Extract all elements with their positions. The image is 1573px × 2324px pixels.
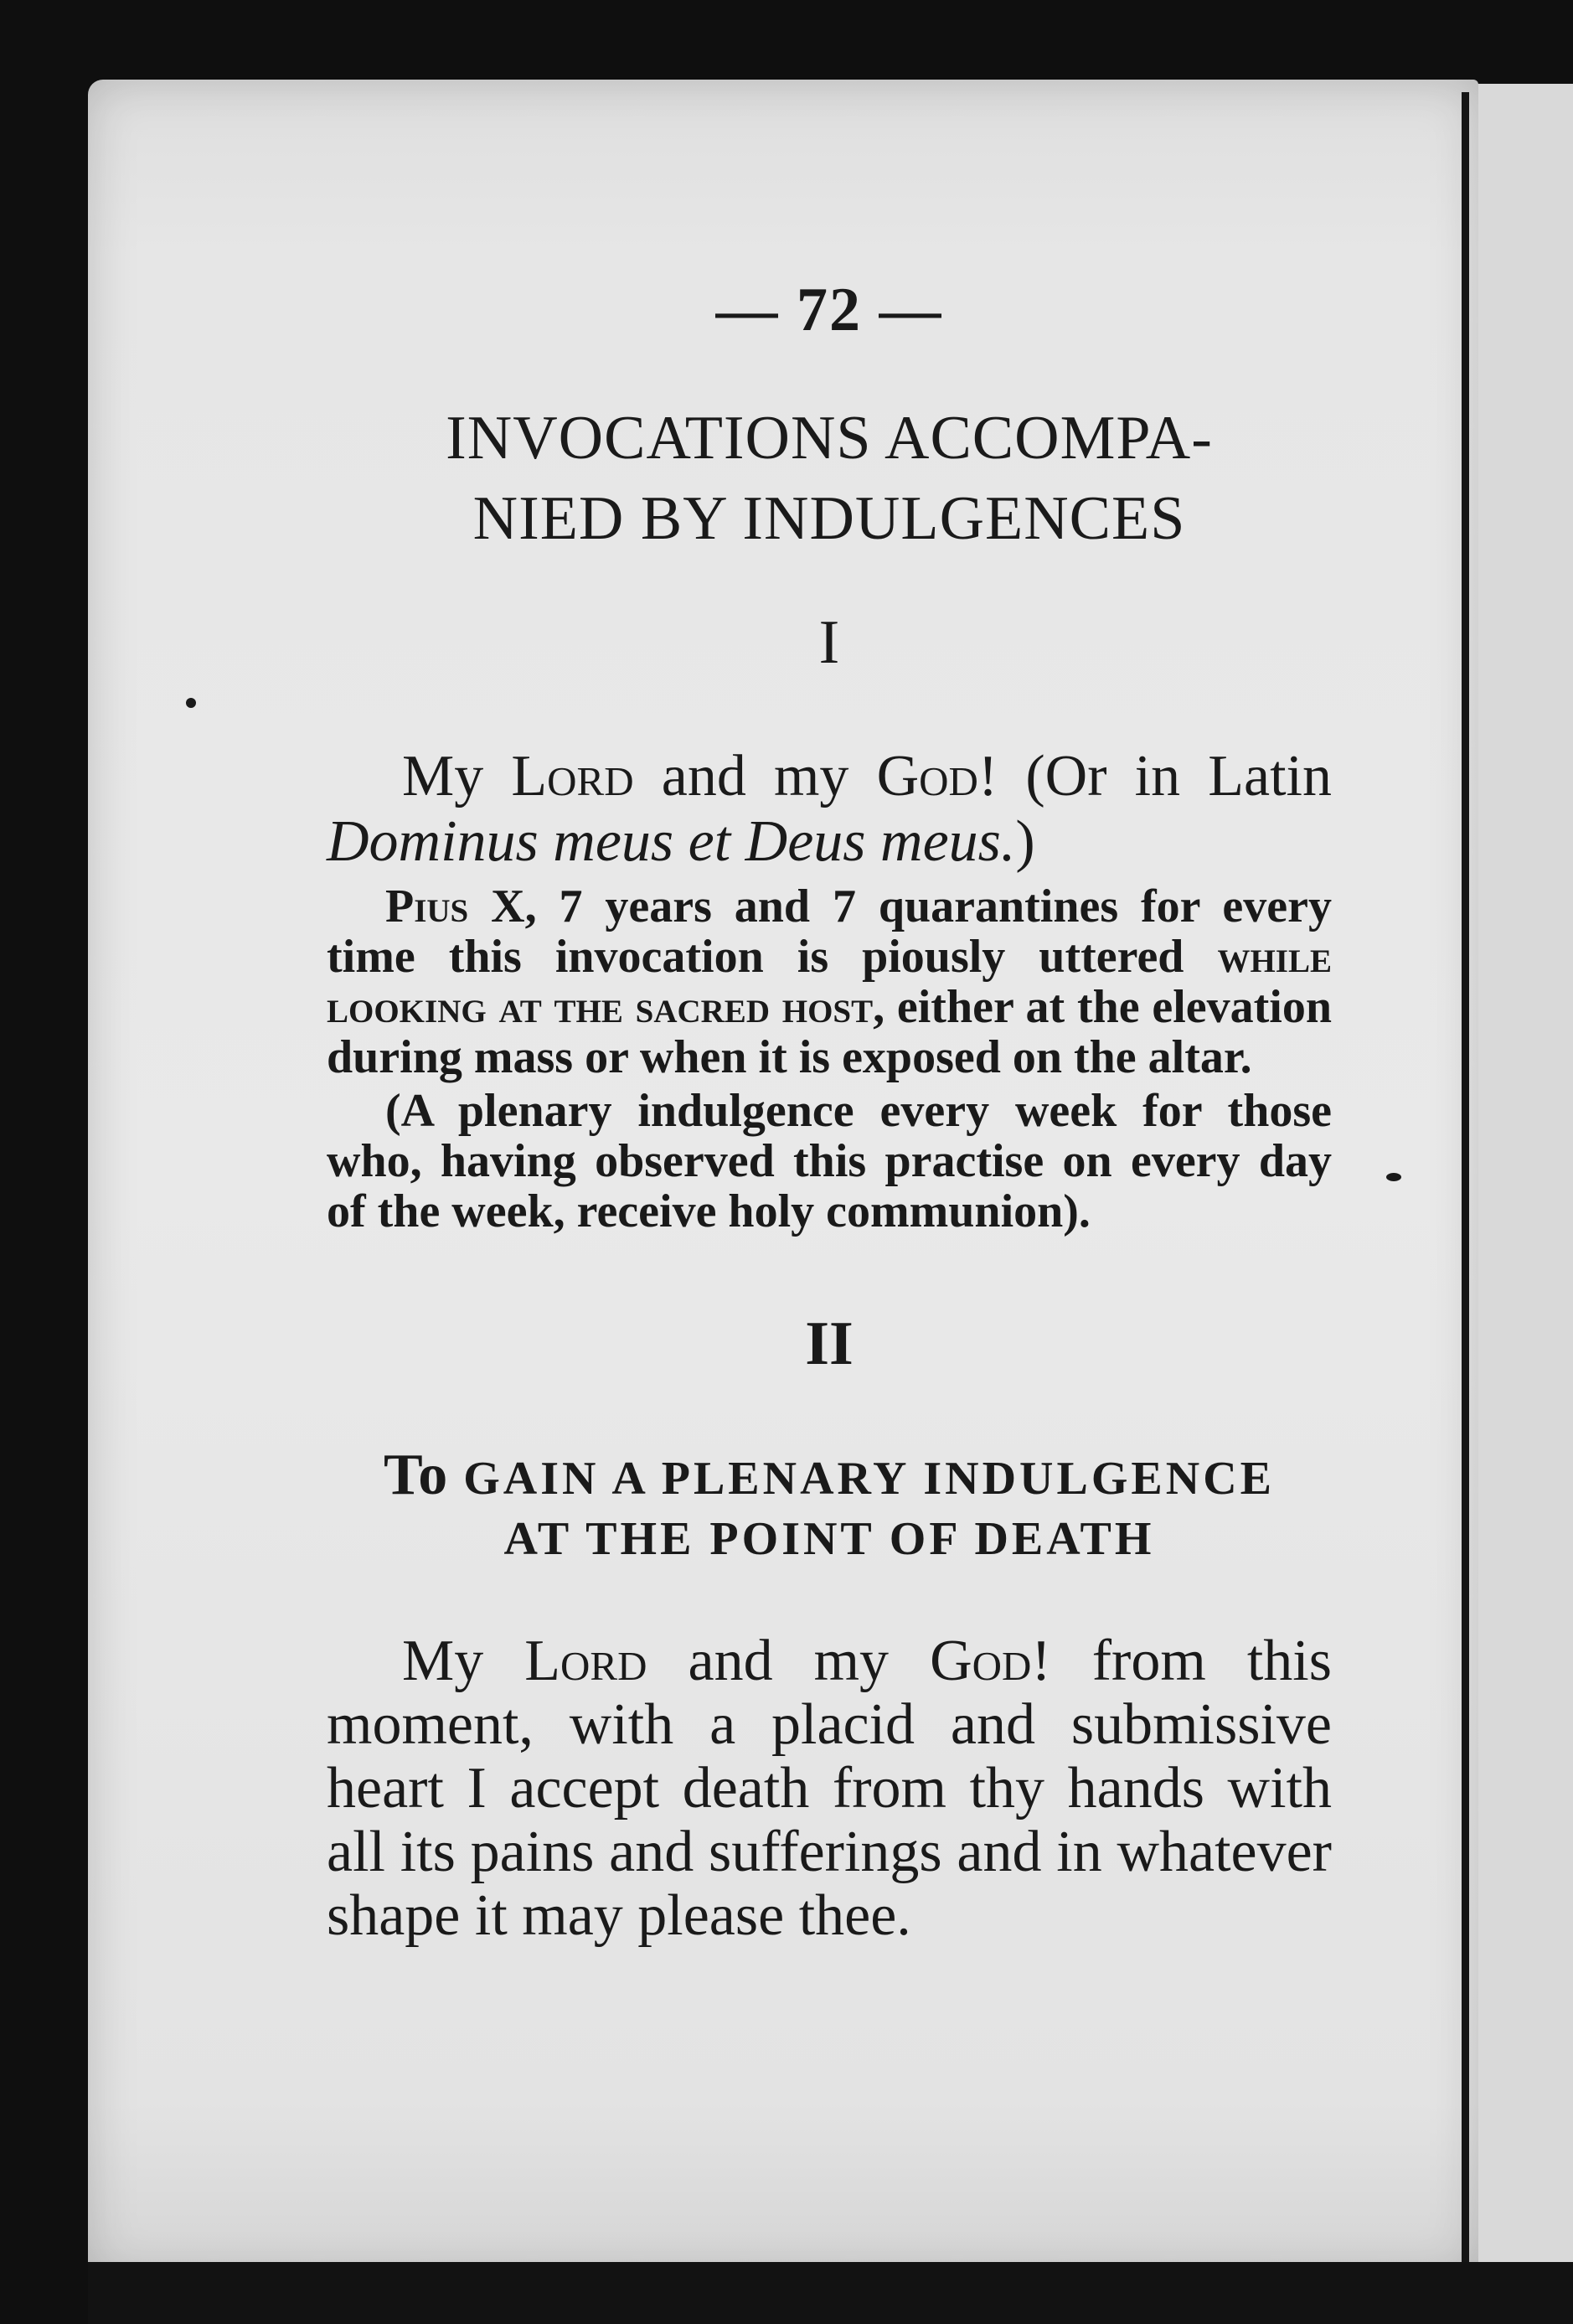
prayer-text: and my bbox=[633, 744, 877, 808]
page-content bbox=[327, 251, 1332, 1948]
scan-bottom-edge bbox=[88, 2262, 1573, 2324]
prayer-text: ! (Or in Latin bbox=[977, 744, 1332, 808]
prayer-text: My bbox=[402, 1629, 525, 1693]
prayer-text: My bbox=[402, 744, 512, 808]
heading-first-word: To bbox=[383, 1443, 449, 1507]
invocation-2 bbox=[327, 1629, 1332, 1948]
indulgence-note-1 bbox=[327, 881, 1332, 1082]
lord-text: Lord bbox=[524, 1629, 647, 1693]
note-caps-text: while looking at the sacred host bbox=[327, 931, 1332, 1033]
page-number: — 72 — bbox=[715, 276, 943, 344]
latin-text: Dominus meus et Deus meus. bbox=[327, 809, 1016, 874]
title-line-1: INVOCATIONS ACCOMPA- bbox=[446, 404, 1213, 473]
facing-page-edge bbox=[1472, 84, 1573, 2279]
invocation-1 bbox=[327, 744, 1332, 875]
note-text: X, 7 years and 7 quarantines for every time this invocation is piously uttered bbox=[327, 881, 1332, 983]
pius-text: Pius bbox=[385, 881, 469, 932]
page-title bbox=[327, 398, 1332, 559]
prayer-text: ) bbox=[1015, 809, 1035, 874]
section-heading-2 bbox=[327, 1445, 1332, 1569]
note-text: , either at the elevation during mass or when it is exposed on the altar. bbox=[327, 981, 1332, 1083]
lord-text: Lord bbox=[511, 744, 634, 808]
prayer-text: ! from this moment, with a placid and submissive heart I accept death from thy hands with all its pains and sufferings and in whatever shape it may please thee. bbox=[327, 1629, 1332, 1948]
indulgence-note-2: (A plenary indulgence every week for those who, having observed this practise on every day of the week, receive holy communion). bbox=[327, 1085, 1332, 1237]
heading-line-1 bbox=[327, 1445, 1332, 1509]
dust-speck bbox=[186, 698, 196, 708]
god-text: God bbox=[930, 1629, 1032, 1693]
section-numeral-2: II bbox=[805, 1309, 854, 1378]
dust-speck bbox=[1386, 1173, 1401, 1181]
section-numeral-1: I bbox=[818, 608, 840, 677]
prayer-text: and my bbox=[647, 1629, 931, 1693]
heading-line-2: AT THE POINT OF DEATH bbox=[503, 1513, 1155, 1565]
page-gutter bbox=[1462, 92, 1469, 2279]
title-line-2: NIED BY INDULGENCES bbox=[472, 484, 1186, 553]
heading-rest: GAIN A PLENARY INDULGENCE bbox=[448, 1453, 1275, 1505]
god-text: God bbox=[876, 744, 978, 808]
